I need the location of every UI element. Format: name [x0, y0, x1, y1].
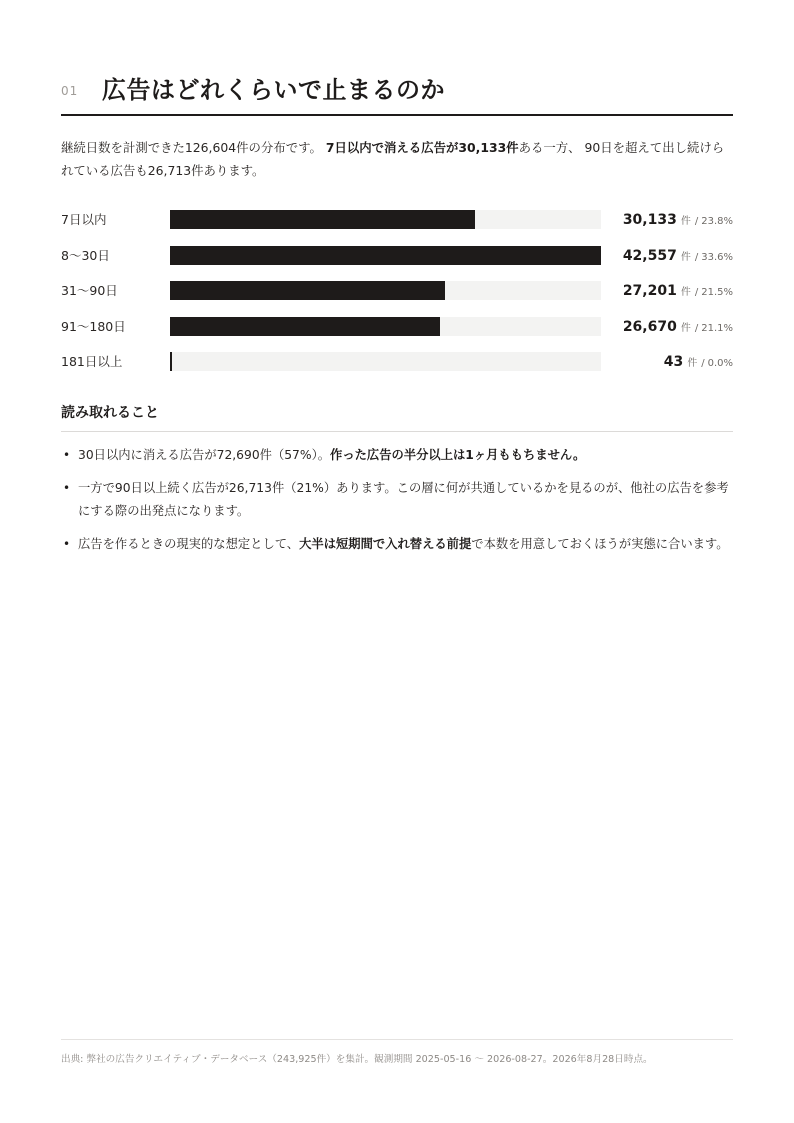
bar-value-label [623, 245, 733, 264]
section-title: 広告はどれくらいで止まるのか [102, 76, 445, 104]
bar-category-label: 8〜30日 [61, 247, 110, 263]
bar-percentage: 33.6% [701, 251, 733, 263]
intro-paragraph [61, 136, 733, 182]
bar-percentage: 21.5% [701, 287, 733, 298]
takeaway-item [61, 444, 733, 467]
bar-separator: / [694, 287, 699, 298]
bar-value-label [623, 316, 733, 335]
takeaways-list [61, 444, 733, 566]
bar-track [170, 317, 601, 336]
takeaway-emphasis: 大半は短期間で入れ替える前提 [299, 537, 472, 551]
bar-row [61, 350, 733, 386]
intro-highlight: 7日以内で消える広告が30,133件 [325, 140, 519, 155]
takeaway-text: 広告を作るときの現実的な想定として、 [78, 537, 300, 551]
bar-value-label [664, 351, 733, 370]
bar [170, 246, 601, 265]
bar-count: 43 [663, 354, 684, 370]
takeaway-text-cont: で本数を用意しておくほうが実態に合います。 [471, 537, 729, 551]
intro-text: 継続日数を計測できた126,604件の分布です。 [61, 140, 322, 155]
bar-track [170, 210, 601, 229]
bar-separator: / [694, 322, 699, 334]
bar-track [170, 281, 601, 300]
bar-value-label [623, 209, 733, 228]
bar-track [170, 246, 601, 265]
takeaway-text: 30日以内に消える広告が72,690件（57%）。 [78, 448, 331, 462]
bar-separator: / [701, 358, 705, 369]
bar-unit: 件 [687, 358, 698, 369]
bar-percentage: 21.1% [701, 322, 733, 334]
takeaway-item [61, 477, 733, 523]
intro-text-cont: ある一方、 90日を超えて出し続けられている広告も26,713件あります。 [61, 140, 725, 178]
bar-unit: 件 [680, 322, 691, 334]
bar-percentage: 23.8% [701, 216, 733, 227]
section-number: 01 [61, 84, 79, 98]
takeaway-emphasis: 作った広告の半分以上は1ヶ月ももちません。 [330, 448, 586, 462]
bar-category-label: 181日以上 [61, 354, 123, 369]
bar [170, 210, 475, 229]
bar-row [61, 244, 733, 280]
distribution-bar-chart [61, 208, 733, 386]
bar-count: 27,201 [622, 283, 677, 299]
bar-category-label: 7日以内 [61, 212, 107, 227]
report-page [61, 0, 733, 1123]
bar-unit: 件 [680, 216, 691, 227]
takeaway-item [61, 533, 733, 556]
bullet-icon: • [63, 448, 71, 462]
bullet-icon: • [63, 481, 71, 495]
bar-percentage: 0.0% [707, 358, 733, 369]
bar-row [61, 208, 733, 244]
bar-category-label: 91〜180日 [61, 318, 126, 334]
bar-track [170, 352, 601, 371]
bar-unit: 件 [680, 287, 691, 298]
source-footnote: 出典: 弊社の広告クリエイティブ・データベース（243,925件）を集計。観測期間 2025-05-16 〜 2026-08-27。2026年8月28日時点。 [61, 1039, 733, 1065]
bar-category-label: 31〜90日 [61, 283, 118, 298]
bar [170, 281, 445, 300]
bar-separator: / [694, 216, 699, 227]
bar-count: 42,557 [622, 247, 677, 264]
section-header [61, 68, 733, 116]
bar-row [61, 279, 733, 315]
takeaway-text: 一方で90日以上続く広告が26,713件（21%）あります。この層に何が共通しているかを見るのが、他社の広告を参考にする際の出発点になります。 [78, 481, 729, 518]
takeaways-heading: 読み取れること [61, 402, 733, 432]
bar-row [61, 315, 733, 351]
bar [170, 352, 172, 371]
bullet-icon: • [63, 537, 71, 551]
bar-count: 26,670 [622, 318, 677, 335]
bar-separator: / [694, 251, 699, 263]
bar-unit: 件 [680, 251, 691, 263]
bar [170, 317, 440, 336]
bar-count: 30,133 [622, 212, 677, 228]
bar-value-label [623, 280, 733, 299]
